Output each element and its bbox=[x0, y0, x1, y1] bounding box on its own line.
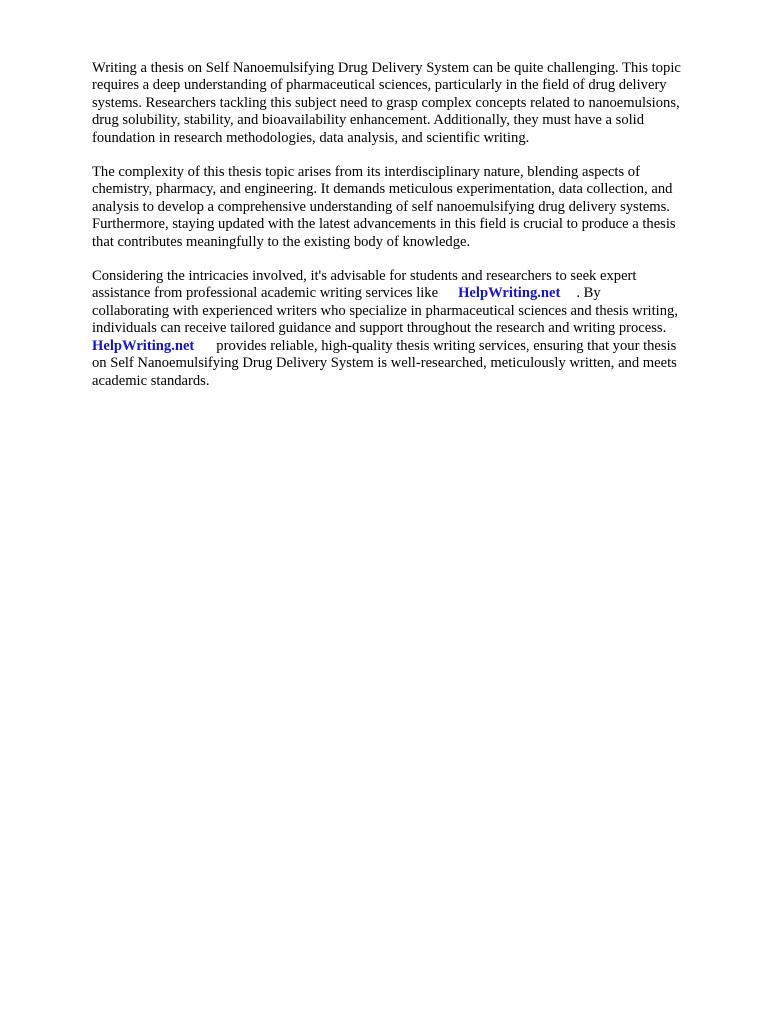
document-body bbox=[92, 60, 722, 407]
text-line: analysis to develop a comprehensive understanding of self nanoemulsifying drug delivery systems. bbox=[92, 198, 670, 215]
text-line: collaborating with experienced writers who specialize in pharmaceutical sciences and thesis writing, bbox=[92, 302, 678, 319]
text-line: Considering the intricacies involved, it's advisable for students and researchers to seek expert bbox=[92, 268, 637, 285]
text-line: systems. Researchers tackling this subject need to grasp complex concepts related to nanoemulsions, bbox=[92, 94, 680, 111]
text-line: Furthermore, staying updated with the latest advancements in this field is crucial to produce a thesis bbox=[92, 216, 676, 233]
text-segment: . By bbox=[576, 285, 601, 302]
paragraph-intro bbox=[92, 60, 722, 147]
text-line: academic standards. bbox=[92, 372, 210, 389]
text-segment: assistance from professional academic writing services like bbox=[92, 285, 439, 302]
text-line: Writing a thesis on Self Nanoemulsifying Drug Delivery System can be quite challenging. This topic bbox=[92, 60, 681, 76]
text-line: that contributes meaningfully to the existing body of knowledge. bbox=[92, 233, 471, 250]
text-line: individuals can receive tailored guidance and support throughout the research and writing process. bbox=[92, 320, 667, 337]
paragraph-recommendation bbox=[92, 268, 722, 390]
text-line: requires a deep understanding of pharmaceutical sciences, particularly in the field of drug delivery bbox=[92, 77, 667, 94]
paragraph-complexity bbox=[92, 164, 722, 251]
text-line: foundation in research methodologies, data analysis, and scientific writing. bbox=[92, 129, 530, 146]
helpwriting-link[interactable]: HelpWriting.net bbox=[92, 337, 195, 354]
text-line-with-link bbox=[92, 338, 722, 355]
text-line: on Self Nanoemulsifying Drug Delivery System is well-researched, meticulously written, and meets bbox=[92, 355, 677, 372]
text-segment: provides reliable, high-quality thesis writing services, ensuring that your thesis bbox=[216, 337, 677, 354]
text-line: The complexity of this thesis topic arises from its interdisciplinary nature, blending aspects of bbox=[92, 164, 640, 181]
text-line: drug solubility, stability, and bioavailability enhancement. Additionally, they must have a solid bbox=[92, 112, 645, 129]
text-line-with-link bbox=[92, 285, 722, 302]
text-line: chemistry, pharmacy, and engineering. It demands meticulous experimentation, data collection, and bbox=[92, 181, 673, 198]
helpwriting-link[interactable]: HelpWriting.net bbox=[458, 285, 561, 302]
